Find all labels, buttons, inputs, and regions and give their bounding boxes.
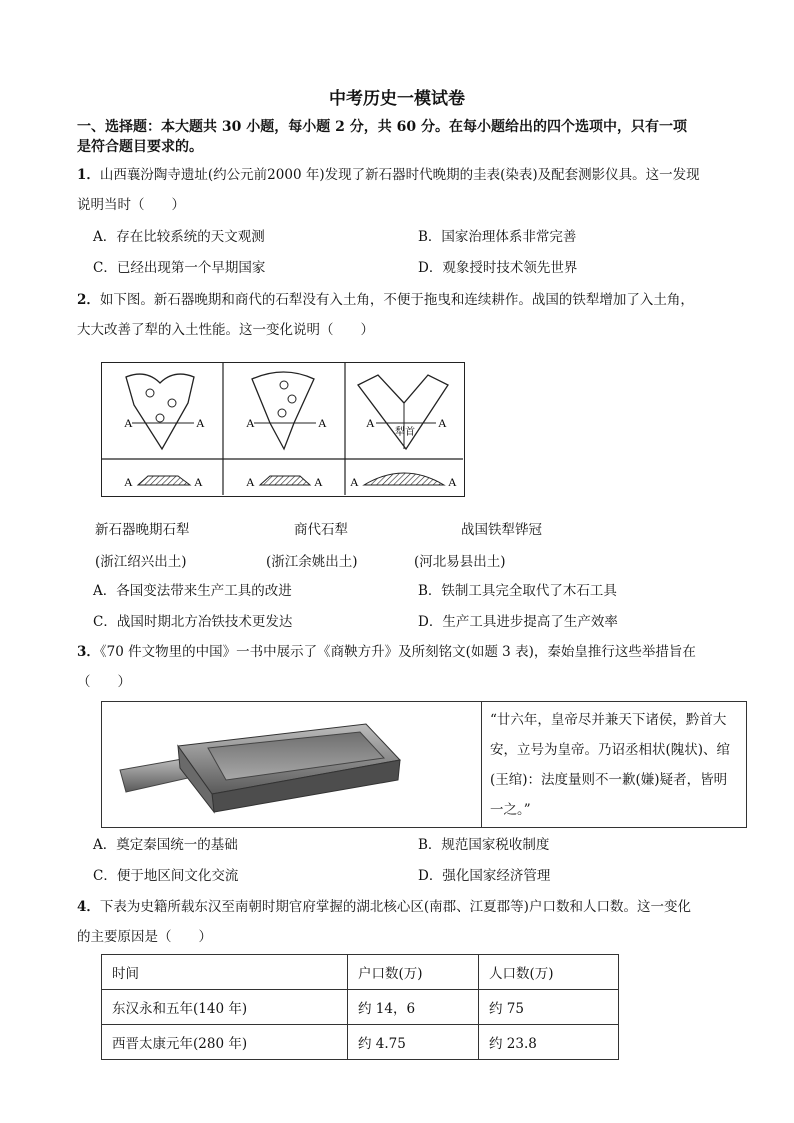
table-cell: 西晋太康元年(280 年): [102, 1025, 348, 1060]
table-header-cell: 户口数(万): [348, 955, 479, 990]
option-d[interactable]: D．生产工具进步提高了生产效率: [418, 614, 618, 630]
option-b[interactable]: B．国家治理体系非常完善: [418, 229, 577, 245]
table-divider: [481, 702, 482, 827]
section-label-a: A: [124, 475, 133, 489]
option-c[interactable]: C．已经出现第一个早期国家: [93, 260, 266, 276]
plough-diagram: [102, 363, 463, 495]
option-b[interactable]: B．规范国家税收制度: [418, 837, 550, 853]
table-header-row: [102, 955, 619, 990]
table-header-cell: 时间: [102, 955, 348, 990]
question-2-stem: [77, 285, 757, 345]
figure-caption: 战国铁犁铧冠: [461, 522, 542, 538]
inscription-line: 安，立号为皇帝。乃诏丞相状(隗状)、绾: [490, 742, 731, 758]
iron-plough-drawing: [350, 375, 457, 489]
section-label-a: A: [314, 475, 323, 489]
option-d[interactable]: D．强化国家经济管理: [418, 868, 551, 884]
section-label-a: A: [318, 416, 327, 430]
section-heading-line1: 一、选择题：本大题共 30 小题，每小题 2 分，共 60 分。在每小题给出的四个选项中，只有一项: [77, 119, 687, 135]
plough-head-label: 犁首: [395, 427, 415, 438]
table-row: [102, 1025, 619, 1060]
question-text: 大大改善了犁的入土性能。这一变化说明（ ）: [77, 322, 374, 338]
question-text: 如下图。新石器晚期和商代的石犁没有入土角，不便于拖曳和连续耕作。战国的铁犁增加了入土角，: [99, 292, 694, 308]
option-a[interactable]: A．存在比较系统的天文观测: [93, 229, 265, 245]
inscription-line: 一之。”: [490, 802, 531, 818]
option-b[interactable]: B．铁制工具完全取代了木石工具: [418, 583, 617, 599]
table-cell: 约 23.8: [479, 1025, 619, 1060]
section-heading-line2: 是符合题目要求的。: [77, 139, 203, 155]
plough-figure: [101, 362, 465, 497]
option-a[interactable]: A．奠定秦国统一的基础: [93, 837, 238, 853]
question-1-stem: [77, 160, 757, 220]
table-cell: 约 14，6: [348, 990, 479, 1025]
question-number: 3．: [77, 644, 100, 660]
population-table: [101, 954, 619, 1060]
inscription-text: [490, 705, 748, 825]
figure-source: (浙江余姚出土): [266, 554, 358, 570]
figure-source: (河北易县出土): [414, 554, 506, 570]
option-c[interactable]: C．便于地区间文化交流: [93, 868, 239, 884]
question-text: 山西襄汾陶寺遗址(约公元前2000 年)发现了新石器时代晚期的圭表(染表)及配套测影仪具。这一发现: [99, 167, 700, 183]
question-text: 说明当时（ ）: [77, 197, 185, 213]
inscription-line: (王绾)：法度量则不一歉(嫌)疑者，皆明: [490, 772, 728, 788]
figure-source: (浙江绍兴出土): [95, 554, 187, 570]
shang-yang-measure-image: [116, 718, 406, 814]
table-cell: 约 4.75: [348, 1025, 479, 1060]
section-label-a: A: [246, 475, 255, 489]
inscription-line: “廿六年，皇帝尽并兼天下诸侯，黔首大: [490, 712, 727, 728]
question-text: 的主要原因是（ ）: [77, 929, 212, 945]
figure-caption: 新石器晚期石犁: [95, 522, 190, 538]
section-label-a: A: [194, 475, 203, 489]
table-header-cell: 人口数(万): [479, 955, 619, 990]
page-title: 中考历史一模试卷: [329, 89, 465, 109]
question-number: 2．: [77, 292, 100, 308]
table-row: [102, 990, 619, 1025]
section-label-a: A: [350, 475, 359, 489]
section-label-a: A: [246, 416, 255, 430]
section-label-a: A: [366, 416, 375, 430]
section-label-a: A: [124, 416, 133, 430]
question-3-stem: [77, 637, 757, 697]
question-4-stem: [77, 892, 757, 952]
section-label-a: A: [438, 416, 447, 430]
question-number: 4．: [77, 899, 100, 915]
question-text: （ ）: [77, 674, 131, 690]
question-text: 《70 件文物里的中国》一书中展示了《商鞅方升》及所刻铭文(如题 3 表)，秦始皇推行这些举措旨在: [99, 644, 696, 660]
section-label-a: A: [448, 475, 457, 489]
neolithic-plough-drawing: [124, 374, 205, 489]
shang-plough-drawing: [246, 372, 327, 489]
option-d[interactable]: D．观象授时技术领先世界: [418, 260, 578, 276]
section-label-a: A: [196, 416, 205, 430]
table-cell: 约 75: [479, 990, 619, 1025]
option-c[interactable]: C．战国时期北方冶铁技术更发达: [93, 614, 293, 630]
artifact-table: [101, 701, 747, 828]
option-a[interactable]: A．各国变法带来生产工具的改进: [93, 583, 292, 599]
table-cell: 东汉永和五年(140 年): [102, 990, 348, 1025]
question-text: 下表为史籍所载东汉至南朝时期官府掌握的湖北核心区(南郡、江夏郡等)户口数和人口数。这一变化: [99, 899, 691, 915]
figure-caption: 商代石犁: [294, 522, 348, 538]
question-number: 1．: [77, 167, 100, 183]
section-heading: [77, 117, 757, 157]
